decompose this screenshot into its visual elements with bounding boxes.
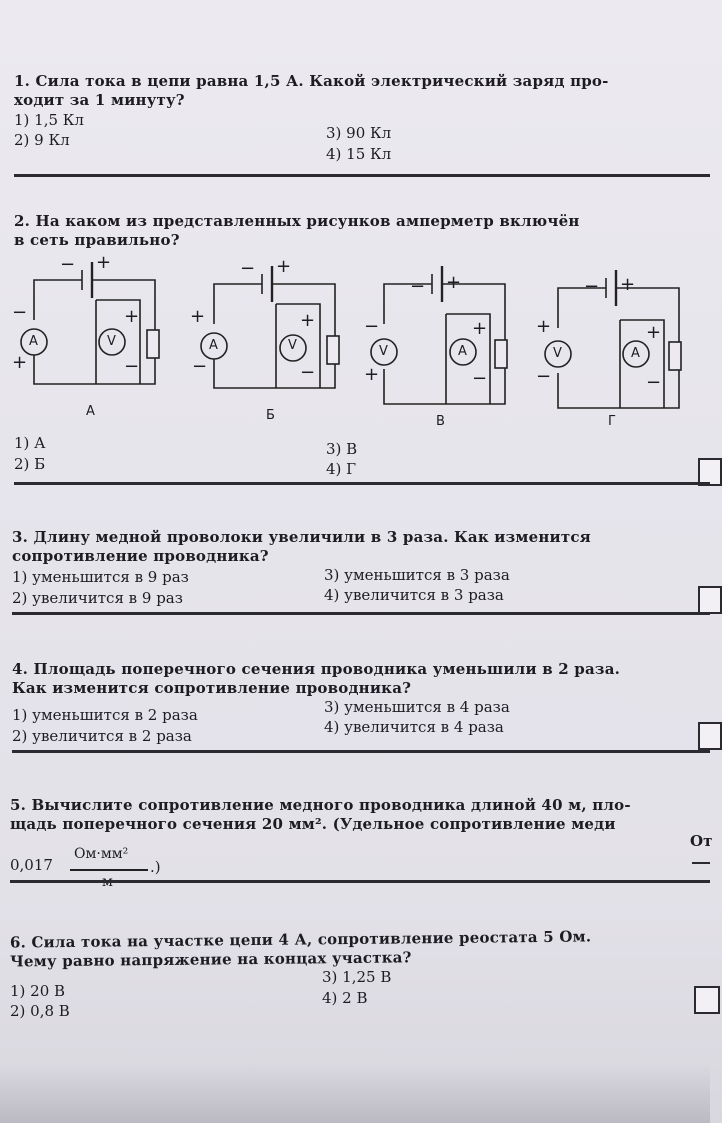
minus-sign: − [12,302,28,323]
answer-option[interactable]: 3) уменьшится в 3 раза [324,566,510,584]
figure-label: Б [266,408,275,423]
plus-sign: + [96,252,112,273]
question-5 [10,796,686,834]
ammeter-symbol: A [458,344,467,359]
answer-option[interactable]: 1) А [14,434,46,452]
answer-option[interactable]: 1) 1,5 Кл [14,111,84,129]
answer-option[interactable]: 1) уменьшится в 2 раза [12,706,198,724]
question-number: 1. [14,72,31,90]
question-text-line2: ходит за 1 минуту? [14,91,185,109]
answer-option[interactable]: 3) 1,25 В [322,968,392,986]
plus-sign: + [300,310,316,331]
question-text: Вычислите сопротивление медного проводника длиной 40 м, пло- [31,796,631,814]
plus-sign: + [446,272,462,293]
answer-box[interactable] [698,722,722,750]
constant-value: 0,017 [10,856,53,874]
answer-option[interactable]: 4) увеличится в 3 раза [324,586,504,604]
answer-option[interactable]: 1) 20 В [10,982,66,1000]
answer-option[interactable]: 4) увеличится в 4 раза [324,718,504,736]
answer-box[interactable] [694,986,720,1014]
answer-option[interactable]: 4) 15 Кл [326,145,392,163]
minus-sign: − [192,356,208,377]
question-3 [12,528,702,566]
question-4 [12,660,702,698]
question-text-line2: Чему равно напряжение на концах участка? [10,948,412,971]
divider [14,482,710,485]
answer-option[interactable]: 4) Г [326,460,357,478]
question-number: 6. [9,933,27,952]
answer-option[interactable]: 2) увеличится в 2 раза [12,727,192,745]
plus-sign: + [12,352,28,373]
question-number: 4. [12,660,29,678]
answer-option[interactable]: 1) уменьшится в 9 раз [12,568,189,586]
ammeter-symbol: A [631,346,640,361]
unit-numerator: Ом·мм² [74,846,129,862]
fraction-bar [70,869,148,871]
minus-sign: − [124,356,140,377]
divider [10,880,710,883]
question-1 [14,72,704,110]
side-label: От [690,832,713,850]
minus-sign: − [60,254,76,275]
answer-option[interactable]: 2) увеличится в 9 раз [12,589,183,607]
answer-option[interactable]: 2) 0,8 В [10,1002,70,1020]
minus-sign: − [584,276,600,297]
question-2 [14,212,704,250]
voltmeter-symbol: V [379,344,388,359]
question-text: Длину медной проволоки увеличили в 3 раза. Как изменится [33,528,591,546]
divider [14,174,710,177]
voltmeter-symbol: V [107,334,116,349]
plus-sign: + [472,318,488,339]
question-text-line2: щадь поперечного сечения 20 мм². (Удельное сопротивление меди [10,815,616,833]
minus-sign: − [300,362,316,383]
figure-label: В [436,414,445,429]
plus-sign: + [536,316,552,337]
question-6 [10,926,690,971]
plus-sign: + [620,274,636,295]
question-number: 3. [12,528,29,546]
answer-option[interactable]: 3) 90 Кл [326,124,392,142]
voltmeter-symbol: V [288,338,297,353]
minus-sign: − [364,316,380,337]
question-text-line2: сопротивление проводника? [12,547,269,565]
minus-sign: − [240,258,256,279]
question-text: На каком из представленных рисунков амперметр включён [35,212,580,230]
answer-box[interactable] [698,586,722,614]
answer-option[interactable]: 3) уменьшится в 4 раза [324,698,510,716]
minus-sign: − [472,368,488,389]
question-text: Сила тока на участке цепи 4 А, сопротивление реостата 5 Ом. [31,927,592,952]
answer-option[interactable]: 2) Б [14,455,46,473]
divider [692,862,710,864]
question-text: Площадь поперечного сечения проводника уменьшили в 2 раза. [33,660,621,678]
figure-label: А [86,404,95,419]
divider [12,612,710,615]
plus-sign: + [276,256,292,277]
plus-sign: + [190,306,206,327]
ammeter-symbol: A [29,334,38,349]
figure-label: Г [608,414,616,429]
answer-option[interactable]: 2) 9 Кл [14,131,70,149]
ammeter-symbol: A [209,338,218,353]
plus-sign: + [646,322,662,343]
plus-sign: + [124,306,140,327]
minus-sign: − [646,372,662,393]
minus-sign: − [410,276,426,297]
answer-option[interactable]: 4) 2 В [322,989,368,1007]
question-number: 2. [14,212,31,230]
question-text: Сила тока в цепи равна 1,5 А. Какой электрический заряд про- [35,72,609,90]
question-text-line2: в сеть правильно? [14,231,180,249]
minus-sign: − [536,366,552,387]
page-shadow [0,1063,710,1123]
question-text-line2: Как изменится сопротивление проводника? [12,679,412,697]
divider [12,750,710,753]
constant-tail: .) [150,858,161,876]
plus-sign: + [364,364,380,385]
circuit-b [201,266,339,388]
voltmeter-symbol: V [553,346,562,361]
answer-option[interactable]: 3) В [326,440,358,458]
question-number: 5. [10,796,27,814]
